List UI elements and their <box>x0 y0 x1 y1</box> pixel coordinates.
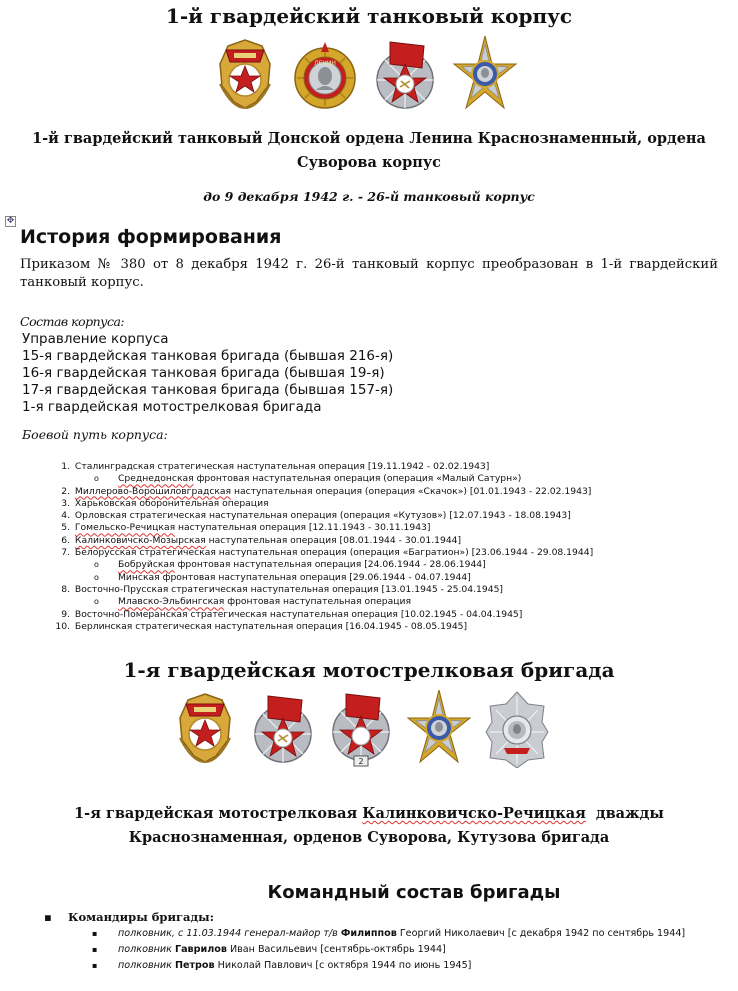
item-text: фронтовая наступательная операция (операция «Малый Сатурн») <box>193 473 522 485</box>
brigade-title: 1-я гвардейская мотострелковая бригада <box>123 658 615 682</box>
order-of-red-banner-second-icon <box>328 688 394 768</box>
list-item <box>40 547 720 559</box>
details-text: Николай Павлович [с октября 1944 по июнь 1945] <box>214 960 472 971</box>
history-heading: История формирования <box>20 226 282 248</box>
brigade-full-name-part: дважды <box>585 805 664 822</box>
item-number: 9. <box>61 608 70 620</box>
composition-list <box>22 331 393 416</box>
list-item <box>40 461 720 473</box>
former-name: до 9 декабря 1942 г. - 26-й танковый корпус <box>203 189 535 204</box>
list-item <box>40 486 720 498</box>
spellcheck-word: Бобруйская <box>118 559 175 571</box>
circle-bullet-icon: o <box>94 597 99 607</box>
item-number: 3. <box>61 497 70 509</box>
list-item <box>92 958 685 974</box>
spellcheck-word: Среднедонская <box>118 473 194 485</box>
rank-text: полковник, с 11.03.1944 генерал-майор т/в <box>118 928 341 939</box>
commanders-list <box>92 926 685 974</box>
medals-row-corps <box>212 34 518 114</box>
sub-list-item <box>40 559 720 571</box>
list-item <box>92 942 685 958</box>
spellcheck-word: Гомельско-Речицкая <box>74 522 176 534</box>
order-of-suvorov-icon <box>452 34 518 114</box>
item-text: фронтовая наступательная операция [24.06.1944 - 28.06.1944] <box>174 559 486 571</box>
sub-list-item <box>40 572 720 584</box>
item-number: 4. <box>61 510 70 522</box>
list-item <box>40 498 720 510</box>
order-of-kutuzov-icon <box>484 688 550 768</box>
circle-bullet-icon: o <box>94 572 99 582</box>
sub-list-item <box>40 596 720 608</box>
item-text: наступательная операция [08.01.1944 - 30.01.1944] <box>205 534 462 546</box>
item-text: Берлинская стратегическая наступательная операция [16.04.1945 - 08.05.1945] <box>74 620 468 632</box>
item-number: 2. <box>61 485 70 497</box>
square-bullet-icon: ▪ <box>92 945 98 954</box>
operations-list <box>40 461 720 633</box>
list-item <box>40 621 720 633</box>
square-bullet-icon: ▪ <box>92 929 98 938</box>
page-title: 1-й гвардейский танковый корпус <box>165 4 573 28</box>
list-item <box>40 510 720 522</box>
spellcheck-word: Млавско-Эльбингская <box>118 596 225 608</box>
svg-text:2: 2 <box>358 757 364 766</box>
sub-list-item <box>40 473 720 485</box>
circle-bullet-icon: o <box>94 560 99 570</box>
brigade-full-name-part: 1-я гвардейская мотострелковая <box>74 805 363 822</box>
medals-row-brigade <box>172 688 550 768</box>
list-item: 16-я гвардейская танковая бригада (бывшая 19-я) <box>22 365 385 381</box>
table-move-handle-icon[interactable]: ✥ <box>6 216 15 226</box>
list-item <box>92 926 685 942</box>
order-of-red-banner-icon <box>372 34 438 114</box>
corps-full-name-line2: Суворова корпус <box>297 154 441 171</box>
item-number: 8. <box>61 583 70 595</box>
spellcheck-word: Миллерово-Ворошиловградская <box>74 485 232 497</box>
corps-full-name <box>20 127 718 175</box>
item-text: Харьковская оборонительная операция <box>74 497 269 509</box>
item-text: наступательная операция [12.11.1943 - 30.11.1943] <box>175 522 431 534</box>
list-item <box>40 535 720 547</box>
list-item: 1-я гвардейская мотострелковая бригада <box>22 399 322 415</box>
combat-path-label: Боевой путь корпуса: <box>22 427 168 442</box>
spellcheck-word: Калинковичско-Речицкая <box>362 805 586 822</box>
list-item <box>40 522 720 534</box>
square-bullet-icon: ▪ <box>44 910 52 924</box>
history-text: Приказом № 380 от 8 декабря 1942 г. 26-й танковый корпус преобразован в 1-й гвардейский танковый корпус. <box>20 257 718 290</box>
composition-label: Состав корпуса: <box>20 314 125 329</box>
svg-text:ЛЕНИН: ЛЕНИН <box>314 60 336 67</box>
corps-full-name-line1: 1-й гвардейский танковый Донской ордена Ленина Краснознаменный, ордена <box>32 130 706 147</box>
item-number: 10. <box>55 620 70 632</box>
commanders-label <box>44 910 214 924</box>
surname-text: Гаврилов <box>174 944 227 955</box>
guards-badge-icon <box>172 688 238 768</box>
item-number: 6. <box>61 534 70 546</box>
details-text: Иван Васильевич [сентябрь-октябрь 1944] <box>226 944 446 955</box>
brigade-full-name-line2: Краснознаменная, орденов Суворова, Кутузова бригада <box>128 829 610 846</box>
details-text: Георгий Николаевич [с декабря 1942 по сентябрь 1944] <box>396 928 686 939</box>
item-text: Минская фронтовая наступательная операция [29.06.1944 - 04.07.1944] <box>118 571 471 583</box>
list-item: 17-я гвардейская танковая бригада (бывшая 157-я) <box>22 382 394 398</box>
order-of-lenin-icon <box>292 34 358 114</box>
order-of-suvorov-icon <box>406 688 472 768</box>
rank-text: полковник <box>118 944 175 955</box>
list-item <box>40 584 720 596</box>
item-text: Восточно-Прусская стратегическая наступательная операция [13.01.1945 - 25.04.1945] <box>74 583 504 595</box>
brigade-full-name <box>20 802 718 850</box>
spellcheck-word: Калинковичско-Мозырская <box>74 534 206 546</box>
square-bullet-icon: ▪ <box>92 961 98 970</box>
command-heading: Командный состав бригады <box>267 882 561 903</box>
item-text: Орловская стратегическая наступательная операция (операция «Кутузов») [12.07.1943 - 18.08.1943] <box>74 510 571 522</box>
item-text: Сталинградская стратегическая наступательная операция [19.11.1942 - 02.02.1943] <box>74 461 490 472</box>
rank-text: полковник <box>118 960 175 971</box>
order-of-red-banner-icon <box>250 688 316 768</box>
item-number: 5. <box>61 522 70 534</box>
list-item <box>40 609 720 621</box>
surname-text: Петров <box>174 960 215 971</box>
item-text: наступательная операция (операция «Скачок») [01.01.1943 - 22.02.1943] <box>231 485 592 497</box>
item-number: 1. <box>61 461 70 472</box>
item-text: Восточно-Померанская стратегическая наступательная операция [10.02.1945 - 04.04.1945] <box>74 608 523 620</box>
commanders-label-text: Командиры бригады: <box>68 910 214 924</box>
list-item: 15-я гвардейская танковая бригада (бывшая 216-я) <box>22 348 394 364</box>
item-text: фронтовая наступательная операция <box>224 596 411 608</box>
item-text: Белорусская стратегическая наступательная операция (операция «Багратион») [23.06.1944 - 29.08.1944] <box>74 547 594 559</box>
guards-badge-icon <box>212 34 278 114</box>
item-number: 7. <box>61 547 70 559</box>
circle-bullet-icon: o <box>94 474 99 484</box>
list-item: Управление корпуса <box>22 331 169 347</box>
surname-text: Филиппов <box>340 928 397 939</box>
